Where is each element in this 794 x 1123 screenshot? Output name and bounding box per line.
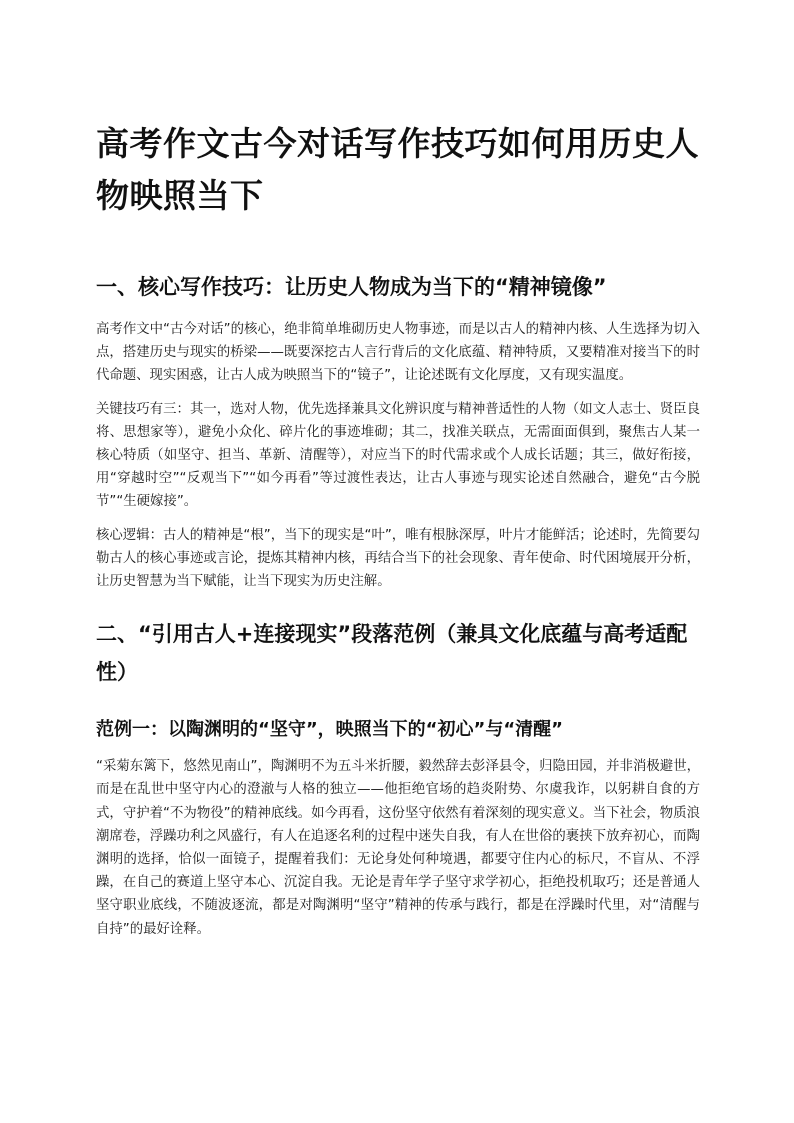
example-1-heading: 范例一：以陶渊明的“坚守”，映照当下的“初心”与“清醒” — [96, 719, 563, 741]
example-1-paragraph: “采菊东篱下，悠然见南山”，陶渊明不为五斗米折腰，毅然辞去彭泽县令，归隐田园，并非消极避世，而是在乱世中坚守内心的澄澈与人格的独立——他拒绝官场的趋炎附势、尔虞我诈，以躬耕自食的方式，守护着“不为物役”的精神底线。如今再看，这份坚守依然有着深刻的现实意义。当下社会，物质浪潮席卷，浮躁功利之风盛行，有人在追逐名利的过程中迷失自我，有人在世俗的裹挟下放弃初心，而陶渊明的选择，恰似一面镜子，提醒着我们：无论身处何种境遇，都要守住内心的标尺，不盲从、不浮躁，在自己的赛道上坚守本心、沉淀自我。无论是青年学子坚守求学初心，拒绝投机取巧；还是普通人坚守职业底线，不随波逐流，都是对陶渊明“坚守”精神的传承与践行，都是在浮躁时代里，对“清醒与自持”的最好诠释。 — [96, 759, 700, 937]
document-page — [96, 118, 700, 941]
section-1-paragraph-3: 核心逻辑：古人的精神是“根”，当下的现实是“叶”，唯有根脉深厚，叶片才能鲜活；论述时，先简要勾勒古人的核心事迹或言论，提炼其精神内核，再结合当下的社会现象、青年使命、时代困境展开分析，让历史智慧为当下赋能，让当下现实为历史注解。 — [96, 527, 700, 590]
section-1-paragraph-1: 高考作文中“古今对话”的核心，绝非简单堆砌历史人物事迹，而是以古人的精神内核、人生选择为切入点，搭建历史与现实的桥梁——既要深挖古人言行背后的文化底蕴、精神特质，又要精准对接当下的时代命题、现实困惑，让古人成为映照当下的“镜子”，让论述既有文化厚度，又有现实温度。 — [96, 322, 700, 384]
document-title: 高考作文古今对话写作技巧如何用历史人物映照当下 — [96, 124, 699, 215]
section-2-heading: 二、“引用古人+连接现实”段落范例（兼具文化底蕴与高考适配性） — [96, 622, 688, 685]
section-1-paragraph-2: 关键技巧有三：其一，选对人物，优先选择兼具文化辨识度与精神普适性的人物（如文人志士、贤臣良将、思想家等），避免小众化、碎片化的事迹堆砌；其二，找准关联点，无需面面俱到，聚焦古人某一核心特质（如坚守、担当、革新、清醒等），对应当下的时代需求或个人成长话题；其三，做好衔接，用“穿越时空”“反观当下”“如今再看”等过渡性表达，让古人事迹与现实论述自然融合，避免“古今脱节”“生硬嫁接”。 — [96, 401, 700, 510]
section-1-heading: 一、核心写作技巧：让历史人物成为当下的“精神镜像” — [96, 275, 607, 299]
